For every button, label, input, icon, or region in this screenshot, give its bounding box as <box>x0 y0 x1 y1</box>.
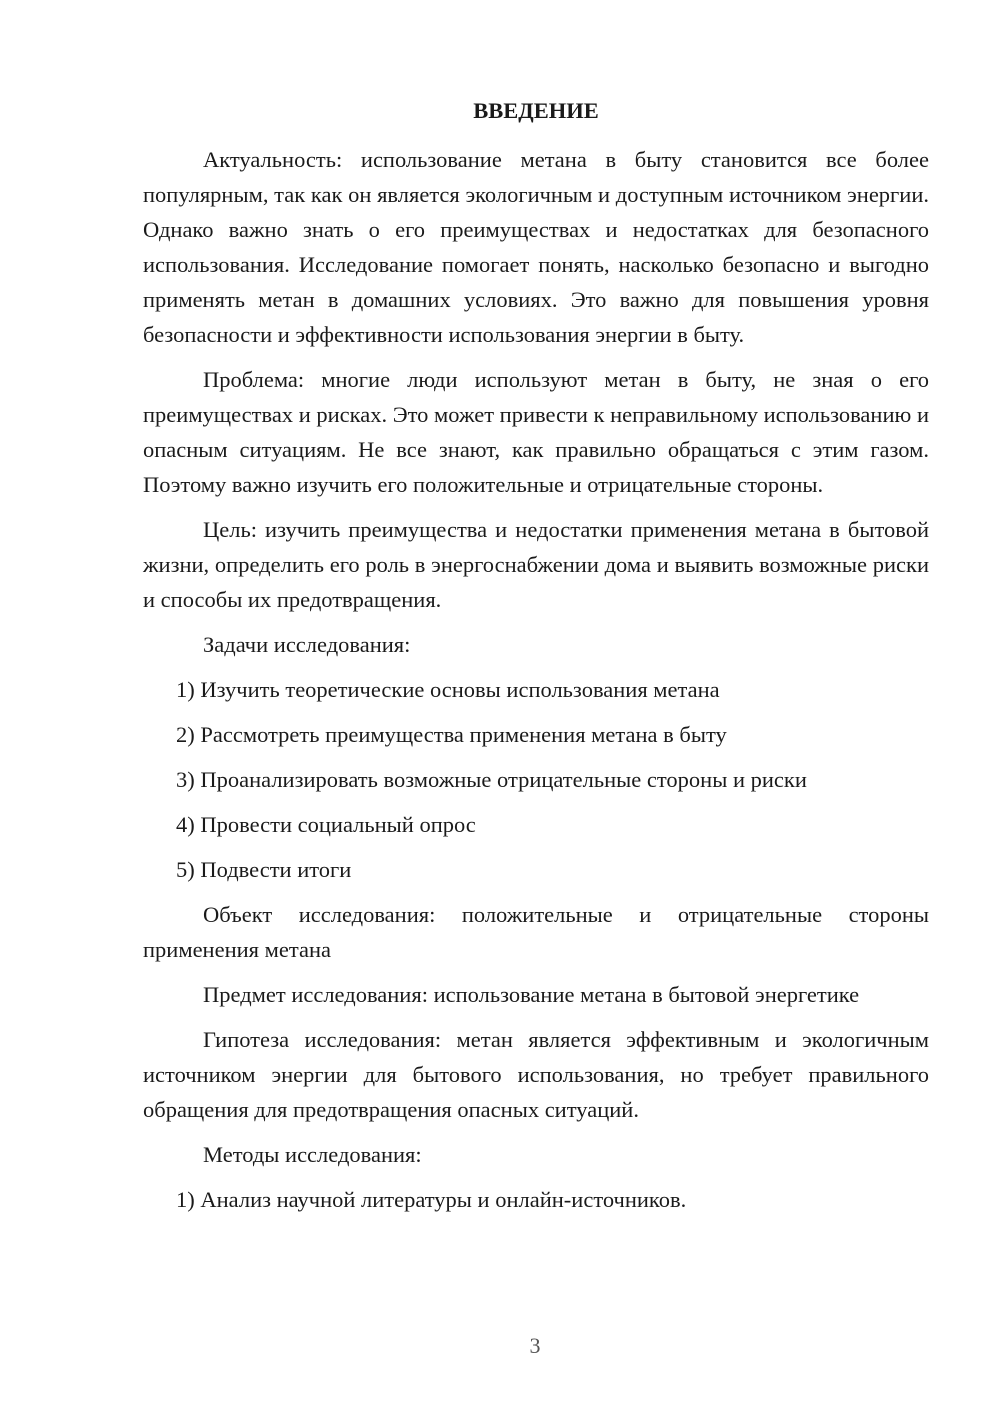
task-item: 2) Рассмотреть преимущества применения метана в быту <box>176 722 727 747</box>
problem-paragraph: Проблема: многие люди используют метан в быту, не зная о его преимуществах и рисках. Это может привести к неправильному использованию и опасным ситуациям. Не все знают, как правильно обращаться с этим газом. Поэтому важно изучить его положительные и отрицательные стороны. <box>143 367 929 497</box>
relevance-paragraph: Актуальность: использование метана в быту становится все более популярным, так как он является экологичным и доступным источником энергии. Однако важно знать о его преимуществах и недостатках для безопасного использования. Исследование помогает понять, насколько безопасно и выгодно применять метан в домашних условиях. Это важно для повышения уровня безопасности и эффективности использования энергии в быту. <box>143 147 929 347</box>
task-item: 5) Подвести итоги <box>176 857 352 882</box>
page-number: 3 <box>529 1333 541 1358</box>
hypothesis-paragraph: Гипотеза исследования: метан является эффективным и экологичным источником энергии для бытового использования, но требует правильного обращения для предотвращения опасных ситуаций. <box>143 1027 929 1122</box>
task-item: 4) Провести социальный опрос <box>176 812 476 837</box>
task-item: 1) Изучить теоретические основы использования метана <box>176 677 720 702</box>
methods-list <box>143 1182 929 1217</box>
subject-paragraph: Предмет исследования: использование метана в бытовой энергетике <box>203 982 860 1007</box>
method-item: 1) Анализ научной литературы и онлайн-источников. <box>176 1187 687 1212</box>
page-content <box>143 93 929 1227</box>
tasks-heading: Задачи исследования: <box>203 632 411 657</box>
task-item: 3) Проанализировать возможные отрицательные стороны и риски <box>176 767 807 792</box>
page-title: ВВЕДЕНИЕ <box>473 98 599 123</box>
goal-paragraph: Цель: изучить преимущества и недостатки применения метана в бытовой жизни, определить его роль в энергоснабжении дома и выявить возможные риски и способы их предотвращения. <box>143 517 929 612</box>
tasks-list <box>143 672 929 887</box>
methods-heading: Методы исследования: <box>203 1142 422 1167</box>
object-paragraph: Объект исследования: положительные и отрицательные стороны применения метана <box>143 902 929 962</box>
